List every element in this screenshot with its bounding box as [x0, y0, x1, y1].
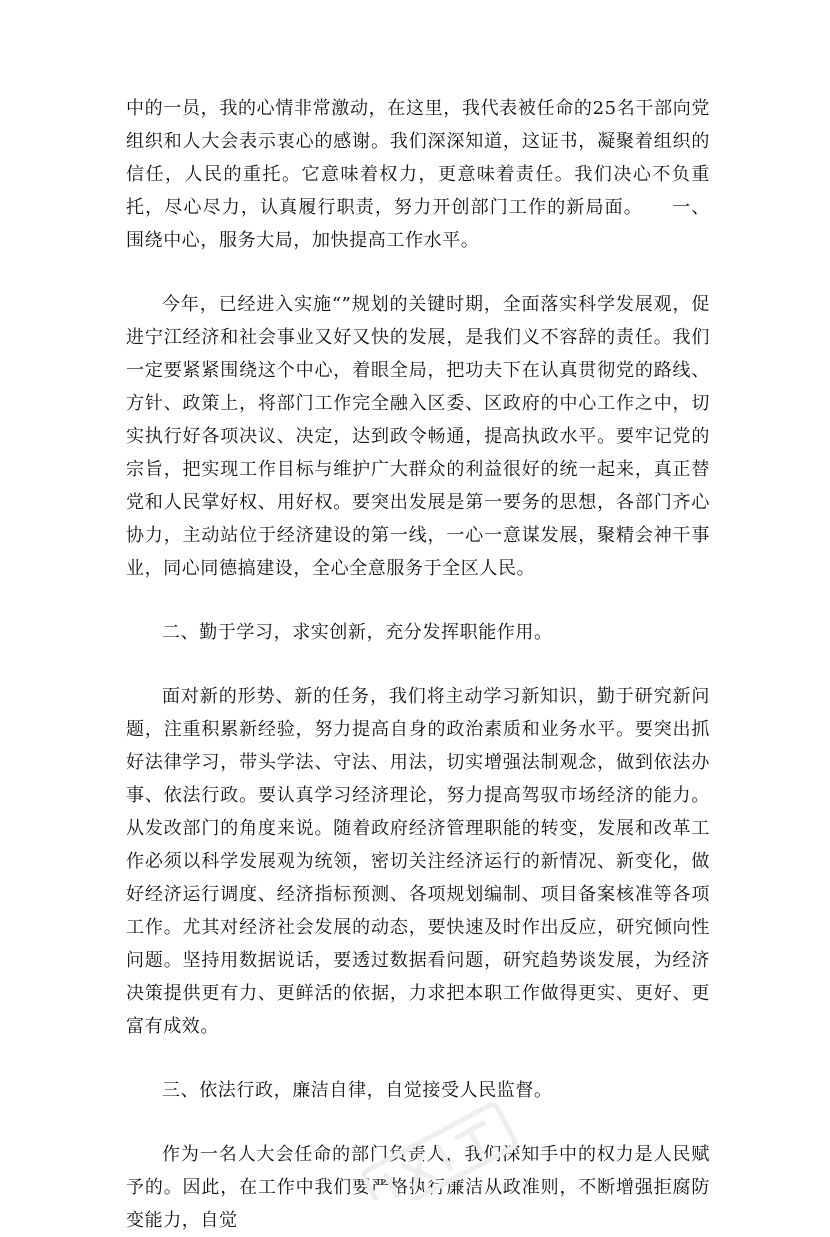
document-body [126, 92, 710, 1237]
paragraph-gap [126, 585, 710, 616]
paragraph-gap [126, 649, 710, 680]
paragraph-4: 作为一名人大会任命的部门负责人，我们深知手中的权力是人民赋予的。因此，在工作中我们要严格执行廉洁从政准则，不断增强拒腐防变能力，自觉 [126, 1144, 710, 1231]
paragraph-gap [126, 1043, 710, 1074]
section-heading-2: 二、勤于学习，求实创新，充分发挥职能作用。 [162, 622, 553, 643]
paragraph-3: 面对新的形势、新的任务，我们将主动学习新知识，勤于研究新问题，注重积累新经验，努力提高自身的政治素质和业务水平。要突出抓好法律学习，带头学法、守法、用法，切实增强法制观念，做到依法办事、依法行政。要认真学习经济理论，努力提高驾驭市场经济的能力。从发改部门的角度来说。随着政府经济管理职能的转变，发展和改革工作必须以科学发展观为统领，密切关注经济运行的新情况、新变化，做好经济运行调度、经济指标预测、各项规划编制、项目备案核准等各项工作。尤其对经济社会发展的动态，要快速及时作出反应，研究倾向性问题。坚持用数据说话，要透过数据看问题，研究趋势谈发展，为经济决策提供更有力、更鲜活的依据，力求把本职工作做得更实、更好、更富有成效。 [126, 686, 710, 1037]
paragraph-2: 今年，已经进入实施“”规划的关键时期，全面落实科学发展观，促进宁江经济和社会事业又好又快的发展，是我们义不容辞的责任。我们一定要紧紧围绕这个中心，着眼全局，把功夫下在认真贯彻党的路线、方针、政策上，将部门工作完全融入区委、区政府的中心工作之中，切实执行好各项决议、决定，达到政令畅通，提高执政水平。要牢记党的宗旨，把实现工作目标与维护广大群众的利益很好的统一起来，真正替党和人民掌好权、用好权。要突出发展是第一要务的思想，各部门齐心协力，主动站位于经济建设的第一线，一心一意谋发展，聚精会神干事业，同心同德搞建设，全心全意服务于全区人民。 [126, 294, 710, 579]
paragraph-gap [126, 257, 710, 288]
paragraph-1: 中的一员，我的心情非常激动，在这里，我代表被任命的25名干部向党组织和人大会表示衷心的感谢。我们深深知道，这证书，凝聚着组织的信任，人民的重托。它意味着权力，更意味着责任。我们决心不负重托，尽心尽力，认真履行职责，努力开创部门工作的新局面。 一、围绕中心，服务大局，加快提高工作水平。 [126, 98, 710, 251]
paragraph-gap [126, 1107, 710, 1138]
section-heading-3: 三、依法行政，廉洁自律，自觉接受人民监督。 [162, 1080, 553, 1101]
